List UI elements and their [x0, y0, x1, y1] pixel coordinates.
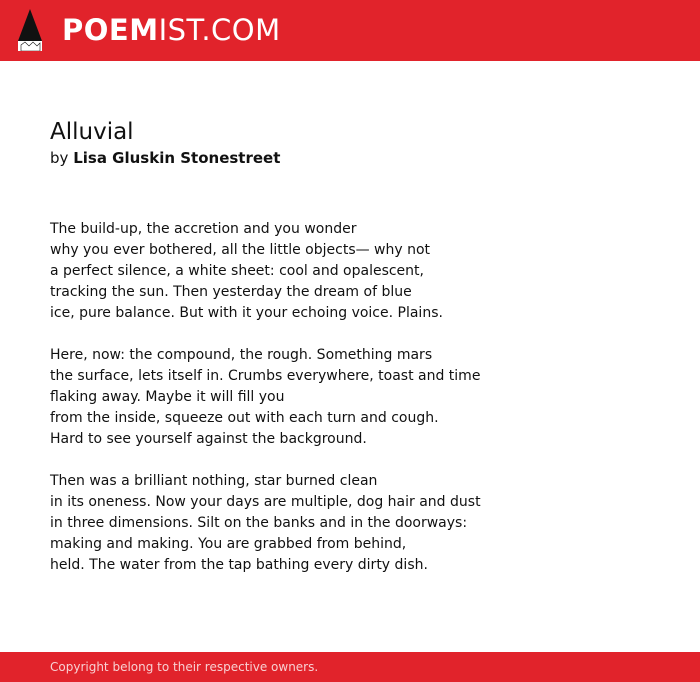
poem-line: a perfect silence, a white sheet: cool and opalescent,	[50, 263, 424, 279]
poem-line: from the inside, squeeze out with each turn and cough.	[50, 410, 439, 426]
poem-body	[50, 219, 670, 576]
stanza-3	[50, 471, 670, 576]
site-footer	[0, 652, 700, 682]
poem-line: tracking the sun. Then yesterday the dream of blue	[50, 284, 412, 300]
stanza-2	[50, 345, 670, 450]
poem-line: the surface, lets itself in. Crumbs everywhere, toast and time	[50, 368, 481, 384]
brand-light-text: IST.COM	[158, 13, 281, 47]
by-label: by	[50, 149, 69, 167]
poem-byline	[50, 148, 670, 168]
poem-line: making and making. You are grabbed from behind,	[50, 536, 407, 552]
poem-line: The build-up, the accretion and you wonder	[50, 221, 357, 237]
poem-line: flaking away. Maybe it will fill you	[50, 389, 285, 405]
poem-content	[50, 118, 670, 597]
poem-line: Then was a brilliant nothing, star burned clean	[50, 473, 378, 489]
poem-line: in three dimensions. Silt on the banks and in the doorways:	[50, 515, 468, 531]
poem-line: in its oneness. Now your days are multiple, dog hair and dust	[50, 494, 481, 510]
site-logo-link[interactable]	[62, 12, 281, 48]
pencil-tip-icon[interactable]	[18, 9, 42, 51]
poem-line: ice, pure balance. But with it your echoing voice. Plains.	[50, 305, 443, 321]
poem-line: held. The water from the tap bathing every dirty dish.	[50, 557, 428, 573]
site-header	[0, 0, 700, 61]
copyright-text: Copyright belong to their respective owners.	[50, 660, 319, 674]
poem-line: Here, now: the compound, the rough. Something mars	[50, 347, 433, 363]
brand-bold-text: POEM	[62, 13, 159, 47]
poem-title: Alluvial	[50, 119, 134, 145]
poem-line: why you ever bothered, all the little objects— why not	[50, 242, 431, 258]
stanza-1	[50, 219, 670, 324]
author-link[interactable]: Lisa Gluskin Stonestreet	[73, 149, 281, 167]
poem-line: Hard to see yourself against the background.	[50, 431, 367, 447]
